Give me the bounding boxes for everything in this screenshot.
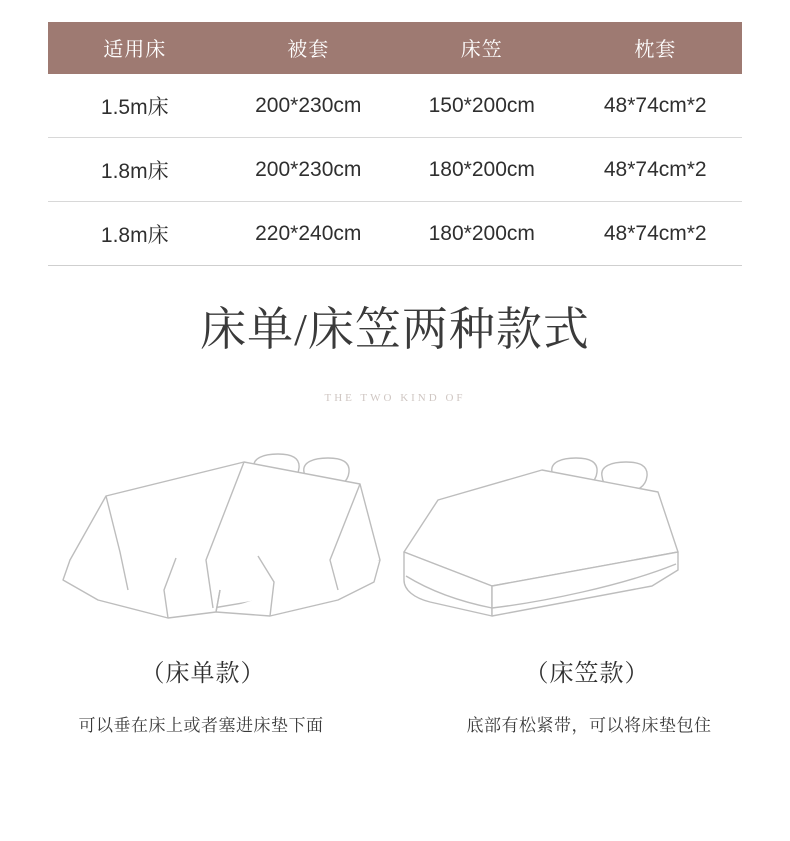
cell-pillowcase: 48*74cm*2 (569, 202, 743, 266)
fitted-sheet-description: 底部有松紧带，可以将床垫包住 (466, 716, 712, 735)
section-subheadline: THE TWO KIND OF (324, 392, 466, 404)
table-row (48, 138, 742, 202)
cell-duvet-cover: 200*230cm (222, 138, 396, 202)
cell-duvet-cover: 200*230cm (222, 74, 396, 138)
column-header-pillowcase: 枕套 (569, 22, 743, 74)
section-headline: 床单/床笠两种款式 (200, 304, 590, 355)
cell-pillowcase: 48*74cm*2 (569, 74, 743, 138)
table-row (48, 74, 742, 138)
table-header-row (48, 22, 742, 74)
fitted-sheet-illustration (392, 440, 782, 670)
size-specification-table (48, 22, 742, 266)
cell-bed-size: 1.8m床 (48, 202, 222, 266)
cell-fitted-sheet: 180*200cm (395, 138, 569, 202)
column-header-bed-size: 适用床 (48, 22, 222, 74)
flat-sheet-illustration (8, 440, 398, 670)
cell-bed-size: 1.5m床 (48, 74, 222, 138)
fitted-sheet-bed-drawing (392, 440, 782, 670)
flat-sheet-bed-drawing (8, 440, 398, 670)
column-header-duvet-cover: 被套 (222, 22, 396, 74)
flat-sheet-description: 可以垂在床上或者塞进床垫下面 (78, 716, 324, 735)
cell-fitted-sheet: 180*200cm (395, 202, 569, 266)
table-row (48, 202, 742, 266)
table-body (48, 74, 742, 266)
fitted-sheet-caption: （床笠款） (524, 660, 650, 687)
column-header-fitted-sheet: 床笠 (395, 22, 569, 74)
cell-fitted-sheet: 150*200cm (395, 74, 569, 138)
table-header (48, 22, 742, 74)
cell-duvet-cover: 220*240cm (222, 202, 396, 266)
cell-bed-size: 1.8m床 (48, 138, 222, 202)
cell-pillowcase: 48*74cm*2 (569, 138, 743, 202)
flat-sheet-caption: （床单款） (140, 660, 266, 687)
